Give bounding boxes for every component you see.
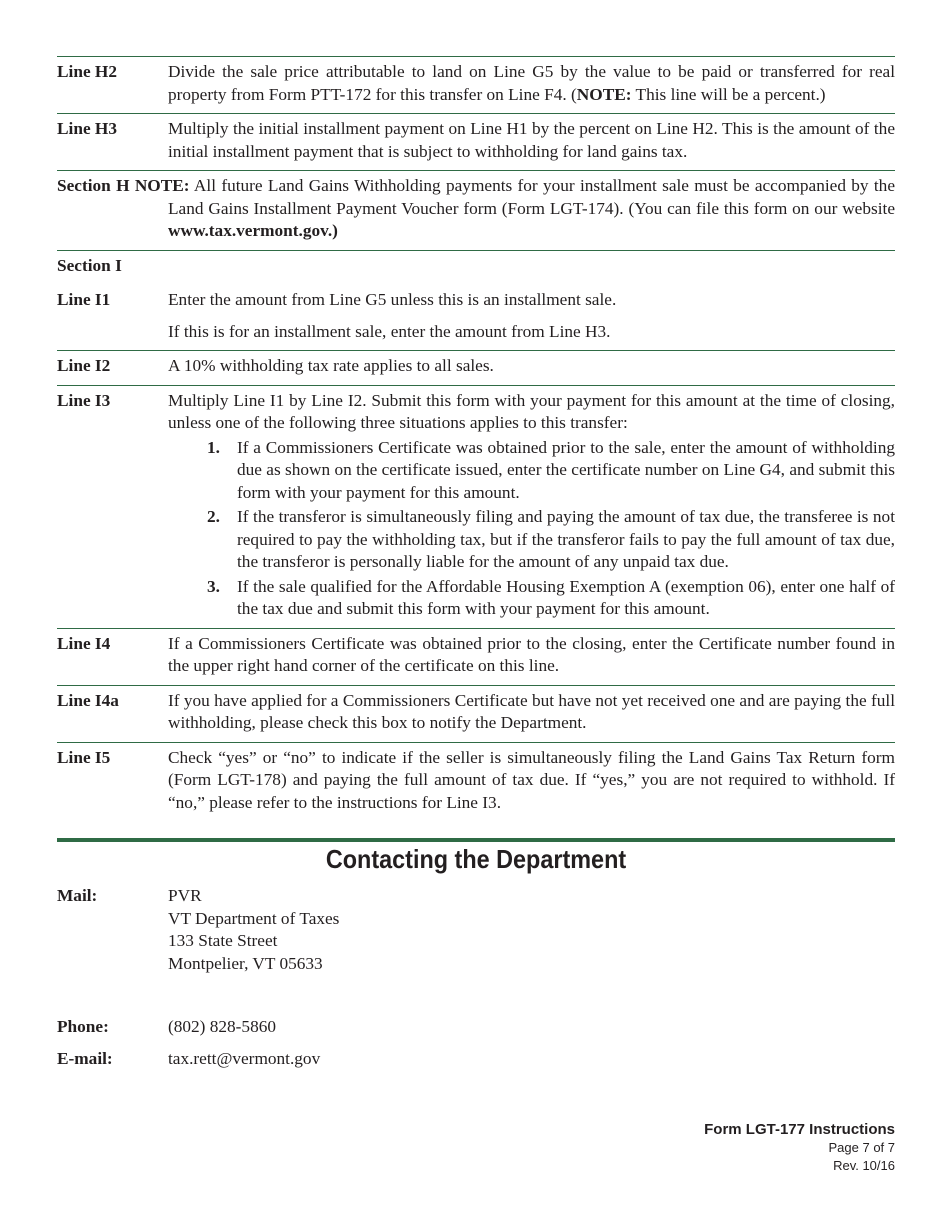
line-i2-row [57,350,895,385]
phone-number[interactable]: (802) 828-5860 [168,1017,276,1036]
line-label: Line I4a [57,690,119,710]
mail-address [168,885,339,975]
line-i4a-row [57,685,895,742]
section-h-note [57,170,895,250]
item-number: 3. [207,576,220,596]
email-row [57,1048,895,1071]
phone-row [57,1016,895,1039]
email-label: E-mail: [57,1048,113,1068]
section-i-header [57,250,895,285]
item-number: 1. [207,437,220,457]
note-label: Section H NOTE: [57,176,190,195]
text-segment: This line will be a percent.) [631,84,826,104]
line-label: Line H3 [57,119,118,138]
line-text: If this is for an installment sale, enter the amount from Line H3. [168,321,611,341]
note-text: All future Land Gains Withholding payments for your installment sale must be accompanied by the Land Gains Installment Payment Voucher form (Form LGT-174). (You can file this form on our website [168,176,895,218]
line-h3-row [57,113,895,170]
item-text: If a Commissioners Certificate was obtained prior to the sale, enter the amount of withholding due as shown on the certificate issued, enter the certificate number on Line G4, and submit this form with your payment for this amount. [237,437,895,502]
line-text: Check “yes” or “no” to indicate if the seller is simultaneously filing the Land Gains Tax Return form (Form LGT-178) and paying the full amount of tax due. If “yes,” you are not required to withhold. If “no,” please refer to the instructions for Line I3. [168,747,895,812]
list-item [168,576,895,621]
item-number: 2. [207,507,220,526]
line-label: Line I2 [57,356,111,375]
line-text: If you have applied for a Commissioners Certificate but have not yet received one and are paying the full withholding, please check this box to notify the Department. [168,690,895,732]
line-h2-row [57,56,895,113]
line-label: Line I1 [57,290,111,309]
contact-heading: Contacting the Department [325,844,627,874]
line-i4-row [57,628,895,685]
revision-date: Rev. 10/16 [833,1158,895,1173]
mail-label: Mail: [57,886,98,905]
address-line: Montpelier, VT 05633 [168,953,323,973]
line-label: Line I3 [57,390,111,410]
section-divider [57,838,895,842]
email-address[interactable]: tax.rett@vermont.gov [168,1048,321,1068]
line-text: If a Commissioners Certificate was obtained prior to the closing, enter the Certificate number found in the upper right hand corner of the certificate on this line. [168,633,895,675]
section-label: Section I [57,255,122,275]
mail-row [57,885,895,975]
text-segment: Divide the sale price attributable to land on Line G5 by the value to be paid or transferred for real property from Form PTT-172 for this transfer on Line F4. ( [168,62,895,104]
line-i3-row [57,385,895,628]
line-i3-intro: Multiply Line I1 by Line I2. Submit this form with your payment for this amount at the time of closing, unless one of the following three situations applies to this transfer: [168,390,895,432]
note-emphasis: NOTE: [576,84,632,104]
item-text: If the sale qualified for the Affordable Housing Exemption A (exemption 06), enter one half of the tax due and submit this form with your payment for this amount. [237,576,895,618]
line-text [168,61,895,106]
line-i1-row-2 [57,319,895,351]
line-label: Line I5 [57,747,111,767]
line-text: Enter the amount from Line G5 unless this is an installment sale. [168,290,617,309]
page-number: Page 7 of 7 [828,1140,895,1155]
line-label: Line I4 [57,633,111,653]
instructions-page [57,56,895,1070]
phone-label: Phone: [57,1017,109,1036]
list-item [168,437,895,505]
address-line: 133 State Street [168,931,278,950]
line-i1-row [57,284,895,319]
address-line: PVR [168,886,202,905]
line-i5-row [57,742,895,822]
website-link[interactable]: www.tax.vermont.gov.) [168,221,338,240]
item-text: If the transferor is simultaneously filing and paying the amount of tax due, the transferee is not required to pay the withholding tax, but if the transferor fails to pay the full amount of tax due, the transferor is personally liable for the amount of any unpaid tax due. [237,507,895,571]
address-line: VT Department of Taxes [168,908,340,928]
line-text [168,390,895,621]
page-footer [704,1120,895,1175]
line-label: Line H2 [57,62,118,81]
situation-list [168,437,895,621]
line-text: A 10% withholding tax rate applies to all sales. [168,356,494,375]
line-text: Multiply the initial installment payment on Line H1 by the percent on Line H2. This is the amount of the initial installment payment that is subject to withholding for land gains tax. [168,119,895,161]
form-name: Form LGT-177 Instructions [704,1121,895,1138]
list-item [168,506,895,574]
